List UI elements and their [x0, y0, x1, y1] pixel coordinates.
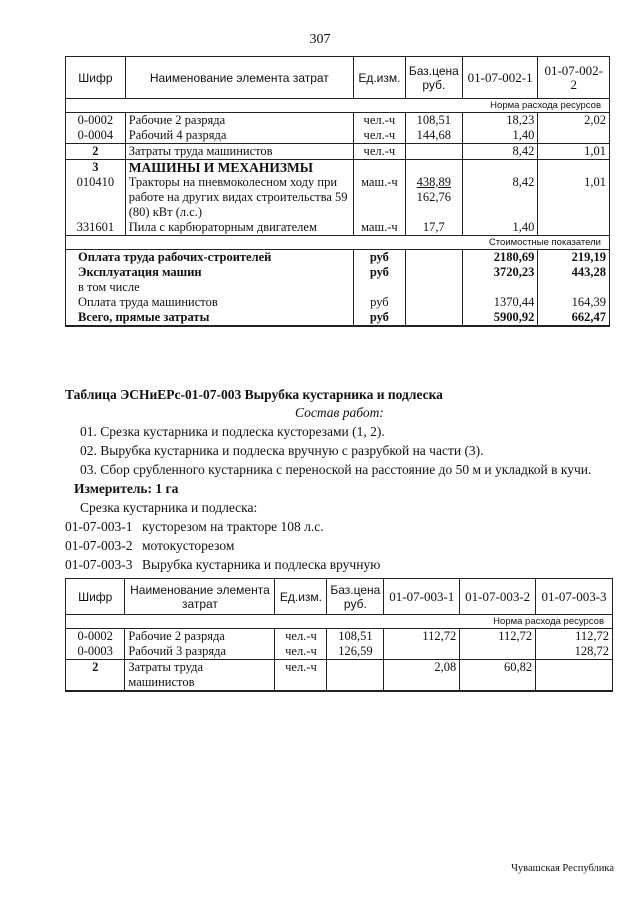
footer-region: Чувашская Республика	[511, 863, 614, 874]
work-item-2: 02. Вырубка кустарника и подлеска вручную с разрубкой на части (3).	[80, 443, 484, 458]
table-row	[66, 250, 610, 266]
row-value-1: 8,42	[462, 144, 538, 160]
row-name: Затраты труда машинистов	[125, 660, 275, 692]
table-row	[66, 113, 610, 129]
row-price	[405, 160, 462, 176]
row-name: Рабочие 2 разряда	[125, 113, 353, 129]
empty-cell	[405, 310, 462, 326]
row-unit: маш.-ч	[353, 175, 405, 220]
table-row	[66, 310, 610, 326]
row-name: Рабочий 4 разряда	[125, 128, 353, 144]
row-value-3: 112,72	[536, 629, 613, 645]
row-value-2	[538, 220, 610, 236]
empty-cell	[405, 265, 462, 280]
row-value-1: 18,23	[462, 113, 538, 129]
row-unit	[353, 160, 405, 176]
header-col-1: 01-07-002-1	[462, 57, 538, 99]
row-code: 2	[66, 660, 125, 692]
row-unit: чел.-ч	[275, 644, 327, 660]
header-price: Баз.цена руб.	[405, 57, 462, 99]
row-price	[405, 175, 462, 220]
row-code: 0-0003	[66, 644, 125, 660]
row-name: Пила с карбюраторным двигателем	[125, 220, 353, 236]
row-value-2	[538, 160, 610, 176]
row-unit: чел.-ч	[275, 660, 327, 692]
header-name: Наименование элемента затрат	[125, 579, 275, 615]
header-code: Шифр	[66, 57, 126, 99]
header-col-2: 01-07-003-2	[460, 579, 536, 615]
row-value-2	[538, 128, 610, 144]
empty-cell	[405, 280, 462, 295]
cost-value-1: 1370,44	[462, 295, 538, 310]
subheader-norma: Норма расхода ресурсов	[66, 99, 610, 113]
table-row	[66, 660, 613, 692]
row-unit: маш.-ч	[353, 220, 405, 236]
row-unit: чел.-ч	[353, 128, 405, 144]
row-code: 331601	[66, 220, 126, 236]
empty-cell	[405, 250, 462, 266]
table-row	[66, 629, 613, 645]
row-value-3: 128,72	[536, 644, 613, 660]
table-row	[66, 220, 610, 236]
row-value-1: 2,08	[384, 660, 460, 692]
cost-name: Оплата труда машинистов	[66, 295, 354, 310]
row-code: 2	[66, 144, 126, 160]
table-row	[66, 175, 610, 220]
row-name: Затраты труда машинистов	[125, 144, 353, 160]
row-value-2: 2,02	[538, 113, 610, 129]
table-row	[66, 644, 613, 660]
cost-unit	[353, 280, 405, 295]
row-value-2: 1,01	[538, 175, 610, 220]
row-code: 3	[66, 160, 126, 176]
cost-unit: руб	[353, 295, 405, 310]
row-value-1: 8,42	[462, 175, 538, 220]
header-col-3: 01-07-003-3	[536, 579, 613, 615]
row-value-2: 60,82	[460, 660, 536, 692]
header-unit: Ед.изм.	[353, 57, 405, 99]
cost-value-1: 5900,92	[462, 310, 538, 326]
row-code: 0-0002	[66, 629, 125, 645]
row-price: 108,51	[327, 629, 384, 645]
header-price: Баз.цена руб.	[327, 579, 384, 615]
item-text-3: Вырубка кустарника и подлеска вручную	[142, 557, 381, 572]
item-text-1: кусторезом на тракторе 108 л.с.	[142, 519, 324, 534]
row-code: 010410	[66, 175, 126, 220]
row-value-2: 1,01	[538, 144, 610, 160]
row-price: 108,51	[405, 113, 462, 129]
row-value-1: 1,40	[462, 128, 538, 144]
cost-value-2: 219,19	[538, 250, 610, 266]
header-code: Шифр	[66, 579, 125, 615]
row-value-2: 112,72	[460, 629, 536, 645]
header-unit: Ед.изм.	[275, 579, 327, 615]
row-value-1: 1,40	[462, 220, 538, 236]
price-denominator: 162,76	[416, 190, 452, 204]
cost-value-2: 662,47	[538, 310, 610, 326]
row-code: 0-0002	[66, 113, 126, 129]
table-row	[66, 295, 610, 310]
cutting-label: Срезка кустарника и подлеска:	[80, 500, 258, 515]
cost-name: Эксплуатация машин	[66, 265, 354, 280]
subheader-cost: Стоимостные показатели	[66, 236, 610, 250]
header-name: Наименование элемента затрат	[125, 57, 353, 99]
row-price	[327, 660, 384, 692]
cost-value-1: 2180,69	[462, 250, 538, 266]
table-row	[66, 160, 610, 176]
table-row	[66, 128, 610, 144]
resource-table-01-07-002	[65, 56, 610, 327]
table-row	[66, 265, 610, 280]
row-value-1	[462, 160, 538, 176]
row-unit: чел.-ч	[275, 629, 327, 645]
row-value-3	[536, 660, 613, 692]
row-price: 126,59	[327, 644, 384, 660]
table-row	[66, 280, 610, 295]
item-text-2: мотокусторезом	[142, 538, 235, 553]
cost-value-1: 3720,23	[462, 265, 538, 280]
row-unit: чел.-ч	[353, 113, 405, 129]
header-col-1: 01-07-003-1	[384, 579, 460, 615]
page-number: 307	[309, 32, 331, 47]
item-code-1: 01-07-003-1	[65, 519, 133, 534]
cost-value-2: 164,39	[538, 295, 610, 310]
row-value-1: 112,72	[384, 629, 460, 645]
cost-value-2	[538, 280, 610, 295]
row-code: 0-0004	[66, 128, 126, 144]
row-unit: чел.-ч	[353, 144, 405, 160]
work-item-3: 03. Сбор срубленного кустарника с переноской на расстояние до 50 м и укладкой в кучи.	[80, 462, 592, 477]
cost-name: в том числе	[66, 280, 354, 295]
work-item-1: 01. Срезка кустарника и подлеска кусторезами (1, 2).	[80, 424, 385, 439]
cost-value-2: 443,28	[538, 265, 610, 280]
row-value-2	[460, 644, 536, 660]
cost-name: Оплата труда рабочих-строителей	[66, 250, 354, 266]
item-code-3: 01-07-003-3	[65, 557, 133, 572]
work-composition-label: Состав работ:	[295, 405, 384, 420]
row-price	[405, 144, 462, 160]
subheader-norma: Норма расхода ресурсов	[66, 615, 613, 629]
table-row	[66, 144, 610, 160]
item-code-2: 01-07-003-2	[65, 538, 133, 553]
meter-label: Измеритель: 1 га	[74, 481, 179, 496]
cost-unit: руб	[353, 250, 405, 266]
cost-unit: руб	[353, 265, 405, 280]
row-name: Рабочие 2 разряда	[125, 629, 275, 645]
row-name: МАШИНЫ И МЕХАНИЗМЫ	[125, 160, 353, 176]
price-numerator: 438,89	[416, 175, 452, 189]
empty-cell	[405, 295, 462, 310]
row-value-1	[384, 644, 460, 660]
row-name: Рабочий 3 разряда	[125, 644, 275, 660]
row-price: 17,7	[405, 220, 462, 236]
row-price: 144,68	[405, 128, 462, 144]
cost-unit: руб	[353, 310, 405, 326]
section-title: Таблица ЭСНиЕРс-01-07-003 Вырубка кустарника и подлеска	[65, 387, 443, 402]
cost-value-1	[462, 280, 538, 295]
header-col-2: 01-07-002-2	[538, 57, 610, 99]
cost-name: Всего, прямые затраты	[66, 310, 354, 326]
resource-table-01-07-003	[65, 578, 613, 692]
row-name: Тракторы на пневмоколесном ходу при работе на других видах строительства 59 (80) кВт (л.с.)	[125, 175, 353, 220]
